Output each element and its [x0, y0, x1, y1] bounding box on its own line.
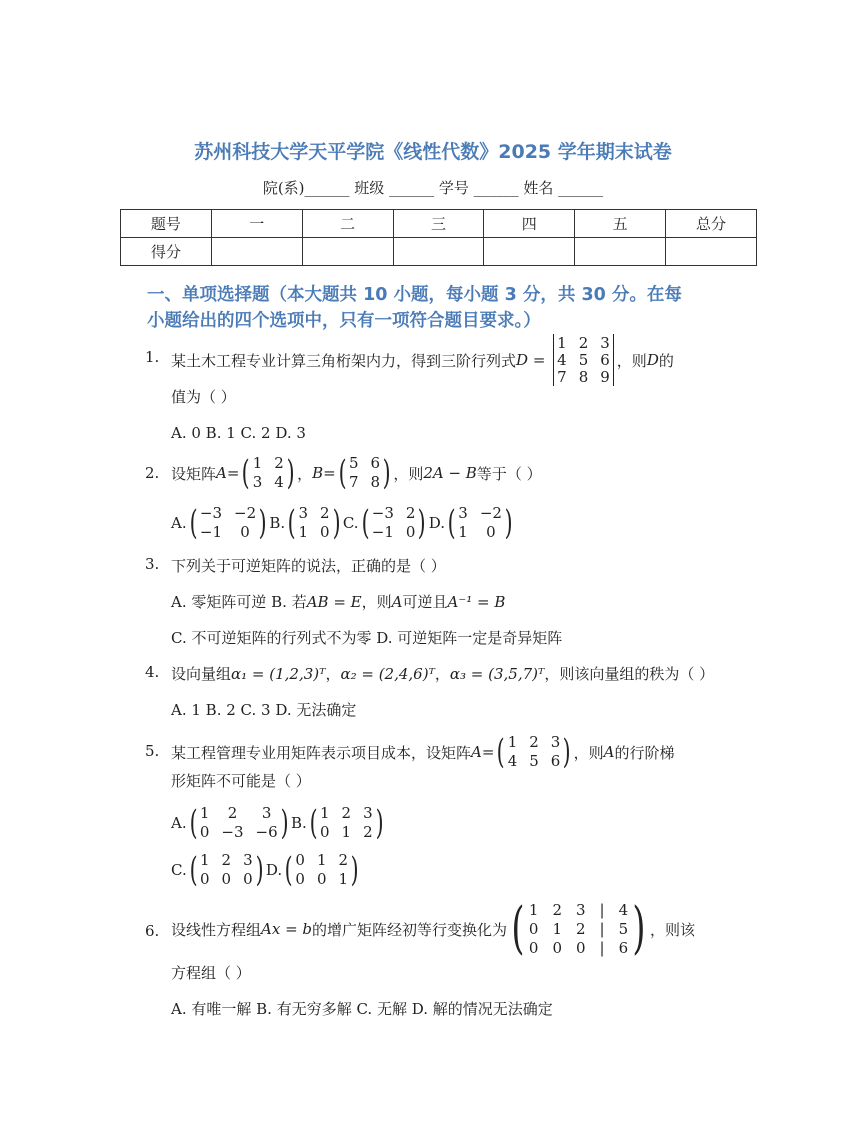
question-text: [171, 334, 674, 386]
question-text: 下列关于可逆矩阵的说法，正确的是（ ）: [171, 557, 446, 575]
option-c-matrix: ( 1 2 3 0 0 0 ): [189, 850, 264, 890]
question-options-line1: A. 零矩阵可逆 B. 若AB = E，则A可逆且A⁻¹ = B: [171, 593, 506, 611]
score-input-cell[interactable]: [484, 238, 575, 266]
score-header-cell: 一: [211, 210, 302, 238]
section-heading-line2: 小题给出的四个选项中，只有一项符合题目要求。）: [147, 311, 541, 331]
question-text: 设向量组α₁ = (1,2,3)ᵀ，α₂ = (2,4,6)ᵀ，α₃ = (3,5,7)ᵀ，则该向量组的秩为（ ）: [171, 665, 715, 683]
matrix-a: ( 1 2 3 4 ): [242, 453, 295, 493]
det-cell: 2: [578, 333, 589, 352]
score-input-cell[interactable]: [666, 238, 757, 266]
student-info-line: 院(系)______ 班级 ______ 学号 ______ 姓名 ______: [262, 179, 604, 197]
question-number: 5.: [145, 742, 160, 760]
option-d-matrix: ( 3 −2 1 0 ): [447, 503, 513, 543]
q1-text-a: 某土木工程专业计算三角桁架内力，得到三阶行列式: [171, 351, 517, 370]
score-input-cell[interactable]: [211, 238, 302, 266]
score-input-cell[interactable]: [302, 238, 393, 266]
det-cell: 5: [578, 350, 589, 369]
score-header-cell: 五: [575, 210, 666, 238]
exam-title: 苏州科技大学天平学院《线性代数》2025 学年期末试卷: [194, 141, 672, 163]
question-text-line2: 值为（ ）: [171, 388, 236, 406]
score-input-cell[interactable]: [575, 238, 666, 266]
score-header-cell: 三: [393, 210, 484, 238]
question-number: 4.: [145, 663, 160, 681]
question-options: A. 0 B. 1 C. 2 D. 3: [171, 424, 306, 442]
q2-text-b: ，则: [393, 464, 424, 483]
option-b-matrix: ( 1 2 3 0 1 2 ): [309, 803, 384, 843]
question-options: A. ( −3 −2 −1 0 ) B. ( 3 2 1 0 ) C. ( −3 2 −1 0 ) D. ( 3 −2 1 0 ): [171, 503, 515, 543]
section-heading: [147, 282, 747, 334]
score-table-score-row: [121, 238, 757, 266]
score-header-cell: 总分: [666, 210, 757, 238]
section-heading-line1: 一、单项选择题（本大题共 10 小题，每小题 3 分，共 30 分。在每: [147, 285, 682, 305]
question-text: 设线性方程组 Ax = b 的增广矩阵经初等行变换化为 ( 1 2 3 | 4 0 1 2 | 5 0 0 0 | 6 ) ，则该: [171, 896, 696, 961]
option-c-matrix: ( −3 2 −1 0 ): [361, 503, 427, 543]
question-options: A. 1 B. 2 C. 3 D. 无法确定: [171, 701, 357, 719]
determinant: [550, 334, 617, 386]
matrix-a: ( 1 2 3 4 5 6 ): [497, 732, 571, 772]
q2-text-a: 设矩阵: [171, 464, 217, 483]
question-number: 3.: [145, 555, 160, 573]
score-header-cell: 四: [484, 210, 575, 238]
question-options-line1: A. ( 1 2 3 0 −3 −6 ) B. ( 1 2 3 0 1 2 ): [171, 803, 386, 843]
option-b-matrix: ( 3 2 1 0 ): [287, 503, 341, 543]
q2-text-c: 等于（ ）: [476, 464, 542, 483]
det-cell: 3: [600, 333, 610, 352]
question-text: 某工程管理专业用矩阵表示项目成本，设矩阵 A = ( 1 2 3 4 5 6 ) ，则 A 的行阶梯: [171, 732, 675, 772]
det-cell: 9: [600, 367, 610, 386]
score-table: [120, 209, 757, 266]
score-row-label: 得分: [121, 238, 212, 266]
score-header-cell: 题号: [121, 210, 212, 238]
q1-eq: =: [528, 351, 551, 369]
question-options: A. 有唯一解 B. 有无穷多解 C. 无解 D. 解的情况无法确定: [171, 1000, 553, 1018]
det-cell: 6: [600, 350, 610, 369]
q1-var: D: [516, 351, 529, 369]
option-d-matrix: ( 0 1 2 0 0 1 ): [284, 850, 359, 890]
option-a-matrix: ( 1 2 3 0 −3 −6 ): [189, 803, 289, 843]
det-cell: 8: [578, 367, 589, 386]
score-input-cell[interactable]: [393, 238, 484, 266]
question-text-line2: 方程组（ ）: [171, 964, 251, 982]
q1-text-c: 的: [658, 351, 674, 370]
question-options-line2: C. ( 1 2 3 0 0 0 ) D. ( 0 1 2 0 0 1 ): [171, 850, 361, 890]
det-cell: 7: [557, 367, 567, 386]
augmented-matrix: ( 1 2 3 | 4 0 1 2 | 5 0 0 0 | 6 ): [511, 896, 646, 961]
q1-var2: D: [646, 351, 659, 369]
score-header-cell: 二: [302, 210, 393, 238]
option-a-matrix: ( −3 −2 −1 0 ): [189, 503, 267, 543]
question-options-line2: C. 不可逆矩阵的行列式不为零 D. 可逆矩阵一定是奇异矩阵: [171, 629, 563, 647]
det-cell: 1: [557, 333, 567, 352]
question-text: 设矩阵 A = ( 1 2 3 4 ) ， B = ( 5 6 7 8 ) ，则 2A − B 等于（ ）: [171, 453, 542, 493]
matrix-b: ( 5 6 7 8 ): [338, 453, 391, 493]
score-table-header-row: [121, 210, 757, 238]
question-number: 2.: [145, 464, 160, 482]
det-cell: 4: [557, 350, 567, 369]
question-text-line2: 形矩阵不可能是（ ）: [171, 772, 311, 790]
q2-expr: 2A − B: [423, 464, 477, 482]
q1-text-b: ，则: [616, 351, 647, 370]
question-number: 1.: [145, 348, 160, 366]
question-number: 6.: [145, 922, 160, 940]
